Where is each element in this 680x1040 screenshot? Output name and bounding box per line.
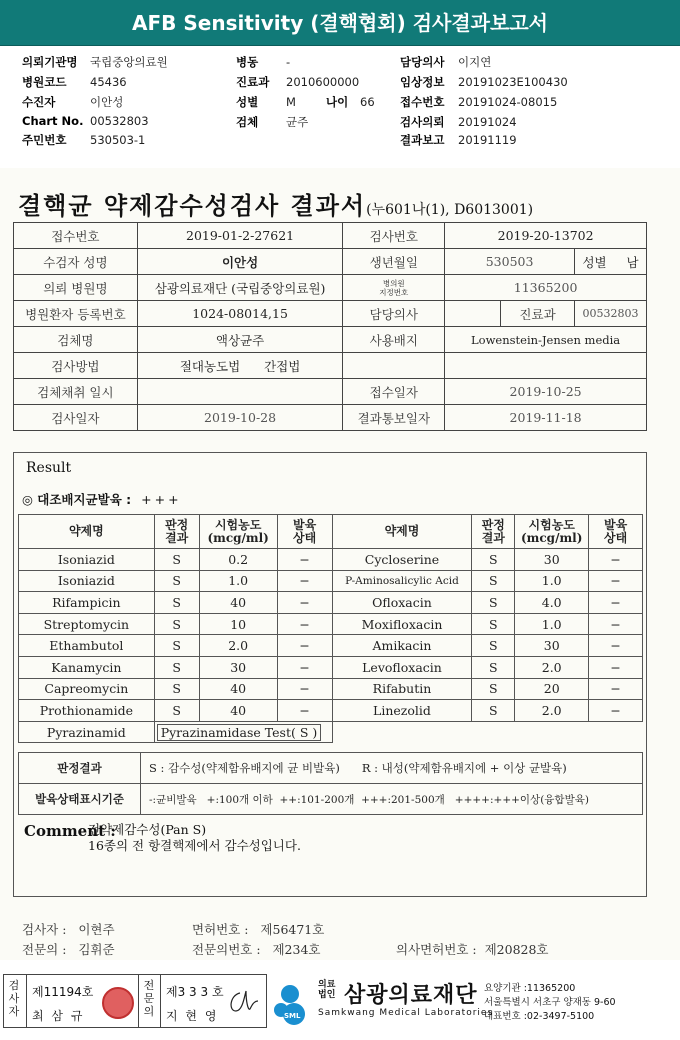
footer bbox=[0, 972, 680, 1040]
info-label: Chart No. bbox=[22, 114, 84, 128]
signature-icon bbox=[226, 987, 262, 1017]
org-address bbox=[484, 982, 616, 1024]
table-cell: 진료과 bbox=[501, 301, 575, 327]
drug-growth: − bbox=[589, 570, 643, 592]
drug-concentration: 40 bbox=[199, 592, 277, 614]
specialist-number: 제234호 bbox=[272, 942, 321, 957]
info-value: 66 bbox=[360, 95, 375, 109]
drug-result: S bbox=[472, 613, 515, 635]
info-label: 주민번호 bbox=[22, 133, 67, 147]
drug-concentration: 4.0 bbox=[515, 592, 589, 614]
footer-specialist-name: 지 현 영 bbox=[166, 1009, 219, 1023]
info-label: 임상정보 bbox=[400, 75, 445, 89]
org-address-line: 대표번호 :02-3497-5100 bbox=[484, 1011, 595, 1022]
drug-concentration: 1.0 bbox=[199, 570, 277, 592]
org-prefix-line: 의료 bbox=[318, 980, 336, 990]
organization bbox=[272, 976, 672, 1032]
info-label: 병원코드 bbox=[22, 75, 67, 89]
col-header bbox=[472, 515, 515, 549]
culture-medium: Lowenstein-Jensen media bbox=[445, 327, 647, 353]
info-label: 결과보고 bbox=[400, 133, 445, 147]
table-row bbox=[19, 592, 643, 614]
specialist-label: 전문의 : bbox=[22, 942, 67, 957]
drug-name: Prothionamide bbox=[19, 700, 155, 722]
document-code: (누601나(1), D6013001) bbox=[366, 202, 534, 218]
table-row bbox=[19, 700, 643, 722]
test-method-1: 절대농도법 bbox=[179, 358, 241, 374]
tester-vertical-label: 검사자 bbox=[8, 979, 20, 1018]
control-culture bbox=[22, 490, 182, 508]
report-title: AFB Sensitivity (결핵협회) 검사결과보고서 bbox=[132, 11, 548, 35]
table-cell: 검사번호 bbox=[343, 223, 445, 249]
info-label: 접수번호 bbox=[400, 95, 445, 109]
col-header-line: 결과 bbox=[481, 530, 505, 545]
col-header bbox=[199, 515, 277, 549]
test-method-2: 간접법 bbox=[264, 358, 301, 374]
info-value: 국립중앙의료원 bbox=[90, 55, 168, 69]
drug-name: Kanamycin bbox=[19, 656, 155, 678]
department: 00532803 bbox=[574, 301, 646, 327]
drug-growth: − bbox=[277, 678, 332, 700]
table-cell: 사용배지 bbox=[343, 327, 445, 353]
comment-section bbox=[24, 822, 301, 853]
legend-label: 발육상태표시기준 bbox=[19, 784, 141, 815]
divider bbox=[160, 975, 161, 1027]
drug-result: S bbox=[154, 678, 199, 700]
meta-table bbox=[13, 222, 647, 431]
col-header-line: 발육 bbox=[293, 517, 317, 532]
drug-name: Rifabutin bbox=[332, 678, 472, 700]
legend-s: S : 감수성(약제함유배지에 균 비발육) bbox=[149, 761, 340, 775]
control-culture-value: +++ bbox=[141, 492, 182, 507]
drug-growth: − bbox=[589, 549, 643, 571]
info-label: 의뢰기관명 bbox=[22, 55, 78, 69]
drug-growth: − bbox=[589, 613, 643, 635]
col-header bbox=[515, 515, 589, 549]
specialist-number-label: 전문의번호 : bbox=[192, 942, 261, 957]
table-row bbox=[14, 301, 647, 327]
drug-name: Ethambutol bbox=[19, 635, 155, 657]
footer-tester-name: 최 삼 규 bbox=[32, 1009, 85, 1023]
table-cell: 접수일자 bbox=[343, 379, 445, 405]
specialist-name: 김휘준 bbox=[78, 942, 115, 957]
document-title bbox=[18, 186, 533, 221]
tester-name: 이현주 bbox=[78, 922, 115, 937]
drug-result: S bbox=[154, 549, 199, 571]
table-row bbox=[14, 405, 647, 431]
table-row bbox=[19, 784, 643, 815]
footer-tester-no: 제11194호 bbox=[32, 985, 94, 999]
tester-label: 검사자 : bbox=[22, 922, 67, 937]
pyrazinamid-name: Pyrazinamid bbox=[19, 721, 155, 743]
table-cell: 의뢰 병원명 bbox=[14, 275, 138, 301]
legend-table bbox=[18, 752, 643, 815]
table-cell: 병의원 bbox=[382, 278, 405, 288]
comment-line: 전약제감수성(Pan S) bbox=[88, 822, 207, 837]
control-culture-label: ◎ 대조배지균발육 : bbox=[22, 492, 132, 507]
drug-result: S bbox=[154, 613, 199, 635]
col-header-line: 시험농도 bbox=[214, 517, 262, 532]
logo-text: SML bbox=[284, 1012, 301, 1020]
legend-r: R : 내성(약제함유배지에 + 이상 균발육) bbox=[361, 761, 567, 775]
drug-result: S bbox=[154, 635, 199, 657]
col-header bbox=[589, 515, 643, 549]
seal-stamp-icon bbox=[102, 987, 134, 1019]
table-cell: 지정번호 bbox=[379, 287, 409, 297]
signer-box bbox=[3, 974, 267, 1028]
drug-result: S bbox=[154, 592, 199, 614]
document-title-text: 결핵균 약제감수성검사 결과서 bbox=[18, 191, 367, 220]
drug-name: Rifampicin bbox=[19, 592, 155, 614]
drug-result: S bbox=[472, 549, 515, 571]
info-label: 나이 bbox=[326, 95, 349, 109]
table-row bbox=[14, 275, 647, 301]
drug-growth: − bbox=[589, 700, 643, 722]
birth-date: 530503 bbox=[445, 249, 575, 275]
drug-growth: − bbox=[277, 656, 332, 678]
drug-name: Linezolid bbox=[332, 700, 472, 722]
col-header-line: 판정 bbox=[481, 517, 505, 532]
legend-label: 판정결과 bbox=[19, 753, 141, 784]
table-cell bbox=[574, 249, 646, 275]
info-value: M bbox=[286, 95, 296, 109]
drug-growth: − bbox=[277, 613, 332, 635]
received-date: 2019-10-25 bbox=[445, 379, 647, 405]
table-row bbox=[19, 753, 643, 784]
sml-logo-icon bbox=[272, 980, 316, 1026]
info-value: 530503-1 bbox=[90, 133, 146, 147]
org-name: 삼광의료재단 bbox=[344, 983, 478, 1008]
table-row bbox=[19, 549, 643, 571]
patient-name: 이안성 bbox=[137, 249, 343, 275]
drug-name: Capreomycin bbox=[19, 678, 155, 700]
comment-text bbox=[88, 822, 301, 854]
drug-growth: − bbox=[277, 592, 332, 614]
table-cell bbox=[445, 353, 647, 379]
drug-growth: − bbox=[277, 549, 332, 571]
info-label: 성별 bbox=[236, 95, 259, 109]
collect-date bbox=[137, 379, 343, 405]
test-method bbox=[137, 353, 343, 379]
table-row bbox=[14, 327, 647, 353]
license-label: 면허번호 : bbox=[192, 922, 249, 937]
drug-result: S bbox=[154, 656, 199, 678]
table-row bbox=[19, 656, 643, 678]
drug-result: S bbox=[154, 570, 199, 592]
info-value: 20191023E100430 bbox=[458, 75, 568, 89]
drug-concentration: 1.0 bbox=[515, 613, 589, 635]
info-value: 균주 bbox=[286, 115, 309, 129]
doctor-license: 제20828호 bbox=[484, 942, 549, 957]
drug-name: Cycloserine bbox=[332, 549, 472, 571]
footer-specialist-no: 제3 3 3 호 bbox=[166, 985, 224, 999]
tested-date: 2019-10-28 bbox=[137, 405, 343, 431]
table-cell: 검사방법 bbox=[14, 353, 138, 379]
specialist-vertical-label: 전문의 bbox=[143, 979, 155, 1018]
org-address-line: 서울특별시 서초구 양재동 9-60 bbox=[484, 997, 616, 1008]
info-label: 수진자 bbox=[22, 95, 56, 109]
drug-result: S bbox=[154, 700, 199, 722]
col-header-line: 결과 bbox=[165, 530, 189, 545]
table-row bbox=[14, 223, 647, 249]
col-header-line: 상태 bbox=[293, 530, 317, 545]
drug-concentration: 1.0 bbox=[515, 570, 589, 592]
drug-name: Moxifloxacin bbox=[332, 613, 472, 635]
info-label: 진료과 bbox=[236, 75, 270, 89]
col-header: 약제명 bbox=[332, 515, 472, 549]
col-header-line: (mcg/ml) bbox=[521, 530, 583, 545]
info-value: - bbox=[286, 55, 291, 69]
drug-growth: − bbox=[277, 700, 332, 722]
info-label: 검사의뢰 bbox=[400, 115, 445, 129]
table-cell: 검체명 bbox=[14, 327, 138, 353]
report-header bbox=[0, 0, 680, 46]
col-header-line: 판정 bbox=[165, 517, 189, 532]
col-header-line: 상태 bbox=[603, 530, 628, 545]
drug-rows bbox=[19, 549, 643, 722]
table-row bbox=[19, 613, 643, 635]
col-header-line: (mcg/ml) bbox=[207, 530, 269, 545]
info-value: 2010600000 bbox=[286, 75, 360, 89]
doctor-name bbox=[445, 301, 501, 327]
drug-concentration: 0.2 bbox=[199, 549, 277, 571]
drug-name: Streptomycin bbox=[19, 613, 155, 635]
table-row bbox=[19, 570, 643, 592]
drug-concentration: 2.0 bbox=[199, 635, 277, 657]
table-cell: 검체채취 일시 bbox=[14, 379, 138, 405]
drug-concentration: 30 bbox=[199, 656, 277, 678]
drug-growth: − bbox=[589, 678, 643, 700]
table-cell bbox=[343, 353, 445, 379]
drug-name: P-Aminosalicylic Acid bbox=[332, 570, 472, 592]
specimen: 액상균주 bbox=[137, 327, 343, 353]
table-cell: 담당의사 bbox=[343, 301, 445, 327]
info-value: 이지연 bbox=[458, 55, 492, 69]
col-header-line: 발육 bbox=[603, 517, 628, 532]
table-cell: 생년월일 bbox=[343, 249, 445, 275]
hospital-name: 삼광의료재단 (국립중앙의료원) bbox=[137, 275, 343, 301]
drug-name: Isoniazid bbox=[19, 570, 155, 592]
org-prefix bbox=[318, 980, 335, 1000]
drug-name: Ofloxacin bbox=[332, 592, 472, 614]
info-value: 20191024 bbox=[458, 115, 517, 129]
table-row bbox=[19, 635, 643, 657]
drug-growth: − bbox=[589, 592, 643, 614]
table-cell: 수검자 성명 bbox=[14, 249, 138, 275]
license-number: 제56471호 bbox=[260, 922, 325, 937]
pyrazinamid-test-text: Pyrazinamidase Test( S ) bbox=[157, 724, 322, 741]
comment-label: Comment : bbox=[24, 822, 116, 840]
hospital-code: 11365200 bbox=[445, 275, 647, 301]
col-header: 약제명 bbox=[19, 515, 155, 549]
drug-name: Amikacin bbox=[332, 635, 472, 657]
org-english-name: Samkwang Medical Laboratories bbox=[318, 1008, 494, 1018]
drug-growth: − bbox=[277, 570, 332, 592]
legend-judge bbox=[141, 753, 643, 784]
reported-date: 2019-11-18 bbox=[445, 405, 647, 431]
table-row bbox=[14, 379, 647, 405]
table-cell bbox=[332, 721, 642, 743]
patient-info bbox=[22, 52, 662, 152]
col-header bbox=[154, 515, 199, 549]
drug-result: S bbox=[472, 656, 515, 678]
table-row bbox=[14, 353, 647, 379]
pyrazinamid-test bbox=[154, 721, 332, 743]
table-cell: 검사일자 bbox=[14, 405, 138, 431]
info-label: 병동 bbox=[236, 55, 259, 69]
table-row bbox=[14, 249, 647, 275]
drug-growth: − bbox=[589, 656, 643, 678]
org-prefix-line: 법인 bbox=[318, 990, 336, 1000]
info-label: 담당의사 bbox=[400, 55, 445, 69]
drug-result: S bbox=[472, 678, 515, 700]
col-header bbox=[277, 515, 332, 549]
drug-name: Levofloxacin bbox=[332, 656, 472, 678]
drug-concentration: 10 bbox=[199, 613, 277, 635]
drug-result: S bbox=[472, 635, 515, 657]
info-value: 20191024-08015 bbox=[458, 95, 558, 109]
info-value: 이안성 bbox=[90, 95, 124, 109]
drug-concentration: 40 bbox=[199, 678, 277, 700]
accept-number: 2019-01-2-27621 bbox=[137, 223, 343, 249]
table-cell: 접수번호 bbox=[14, 223, 138, 249]
drug-name: Isoniazid bbox=[19, 549, 155, 571]
registration-number: 1024-08014,15 bbox=[137, 301, 343, 327]
drug-concentration: 20 bbox=[515, 678, 589, 700]
table-row bbox=[19, 721, 643, 743]
divider bbox=[26, 975, 27, 1027]
doctor-license-label: 의사면허번호 : bbox=[396, 942, 477, 957]
legend-growth: -:균비발육 +:100개 이하 ++:101-200개 +++:201-500개 ++++:+++이상(융합발육) bbox=[141, 784, 643, 815]
table-cell bbox=[343, 275, 445, 301]
drug-concentration: 30 bbox=[515, 549, 589, 571]
drug-growth: − bbox=[277, 635, 332, 657]
comment-line: 16종의 전 항결핵제에서 감수성입니다. bbox=[88, 838, 301, 853]
drug-growth: − bbox=[589, 635, 643, 657]
drug-concentration: 40 bbox=[199, 700, 277, 722]
drug-result: S bbox=[472, 700, 515, 722]
drug-concentration: 30 bbox=[515, 635, 589, 657]
table-cell: 성별 bbox=[582, 254, 607, 270]
drug-concentration: 2.0 bbox=[515, 656, 589, 678]
info-value: 00532803 bbox=[90, 114, 149, 128]
info-label: 검체 bbox=[236, 115, 259, 129]
table-cell: 병원환자 등록번호 bbox=[14, 301, 138, 327]
test-number: 2019-20-13702 bbox=[445, 223, 647, 249]
drug-result: S bbox=[472, 570, 515, 592]
col-header-line: 시험농도 bbox=[528, 517, 575, 532]
table-row bbox=[19, 678, 643, 700]
info-value: 45436 bbox=[90, 75, 127, 89]
result-label: Result bbox=[26, 460, 72, 476]
table-cell: 결과통보일자 bbox=[343, 405, 445, 431]
drug-table bbox=[18, 514, 643, 743]
table-header-row bbox=[19, 515, 643, 549]
drug-result: S bbox=[472, 592, 515, 614]
drug-concentration: 2.0 bbox=[515, 700, 589, 722]
org-address-line: 요양기관 :11365200 bbox=[484, 983, 576, 994]
patient-sex: 남 bbox=[626, 254, 639, 270]
info-value: 20191119 bbox=[458, 133, 517, 147]
